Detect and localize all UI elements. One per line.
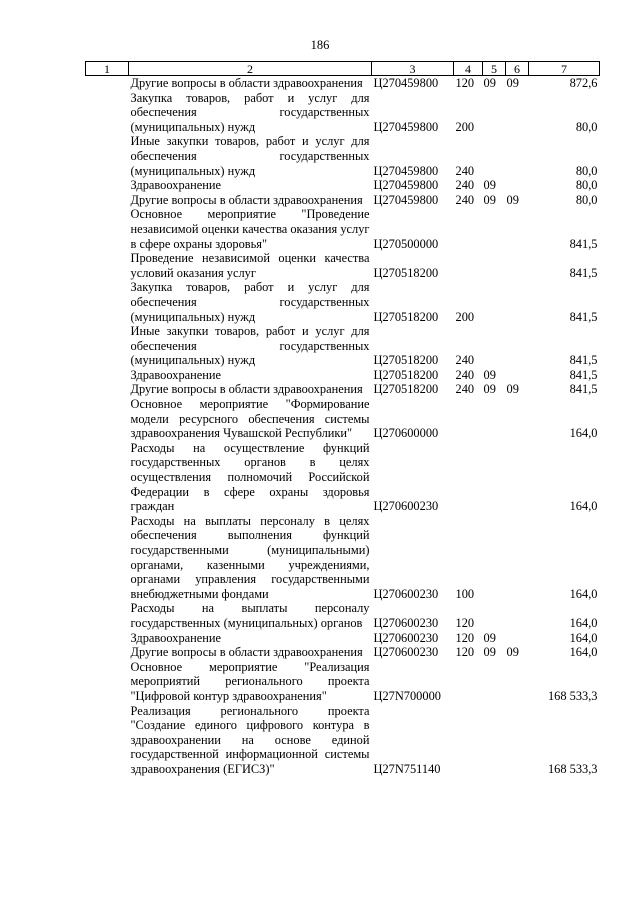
table-row	[86, 193, 600, 208]
page-number: 186	[310, 38, 330, 52]
row-vr-cell	[454, 441, 483, 514]
row-sum-cell: 841,5	[569, 382, 598, 397]
row-name-cell: Проведение независимой оценки качества условий оказания услуг	[130, 251, 370, 280]
column-header-7: 7	[529, 62, 600, 76]
row-name-cell: Расходы на осуществление функций государственных органов в целях осуществления полномочий Российской Федерации в сфере охраны здоровья граждан	[130, 440, 370, 514]
table-row	[86, 514, 600, 602]
row-rz-cell	[483, 324, 506, 368]
row-vr-cell: 120	[455, 615, 475, 630]
row-pr-cell	[506, 441, 529, 514]
row-rz-cell	[483, 397, 506, 441]
row-sum-cell: 164,0	[569, 630, 598, 645]
row-pr-cell: 09	[506, 382, 519, 397]
row-name-cell: Иные закупки товаров, работ и услуг для обеспечения государственных (муниципальных) нужд	[130, 134, 370, 178]
row-rz-cell	[483, 91, 506, 135]
row-name-cell: Расходы на выплаты персоналу государственных (муниципальных) органов	[130, 601, 370, 630]
row-name-cell: Здравоохранение	[130, 630, 222, 645]
row-code-cell: Ц27N751140	[373, 761, 441, 776]
row-rz-cell	[483, 251, 506, 280]
row-name-cell: Реализация регионального проекта "Создание единого цифрового контура в здравоохранении на основе единой государственной информационной системы здравоохранения (ЕГИСЗ)"	[130, 703, 370, 776]
row-pr-cell	[506, 178, 529, 193]
row-number-cell	[86, 134, 129, 178]
row-code-cell: Ц270459800	[373, 178, 439, 193]
row-rz-cell	[483, 441, 506, 514]
row-pr-cell: 09	[506, 645, 519, 660]
row-vr-cell	[454, 397, 483, 441]
table-row	[86, 631, 600, 646]
table-row	[86, 280, 600, 324]
row-code-cell: Ц270600000	[373, 426, 439, 441]
row-rz-cell: 09	[483, 367, 496, 382]
row-code-cell: Ц270500000	[373, 236, 439, 251]
row-pr-cell: 09	[506, 76, 519, 90]
row-code-cell: Ц270600230	[373, 645, 439, 660]
row-code-cell: Ц270518200	[373, 309, 439, 324]
row-vr-cell: 200	[455, 309, 475, 324]
row-code-cell: Ц270518200	[373, 382, 439, 397]
row-code-cell: Ц270459800	[373, 192, 439, 207]
table-row	[86, 251, 600, 280]
column-header-2: 2	[129, 62, 372, 76]
row-pr-cell	[506, 324, 529, 368]
column-header-1: 1	[86, 62, 129, 76]
row-number-cell	[86, 397, 129, 441]
row-sum-cell: 164,0	[569, 615, 598, 630]
row-number-cell	[86, 251, 129, 280]
row-name-cell: Здравоохранение	[130, 367, 222, 382]
row-sum-cell: 872,6	[569, 76, 598, 90]
row-code-cell: Ц270600230	[373, 630, 439, 645]
row-pr-cell: 09	[506, 192, 519, 207]
row-number-cell	[86, 514, 129, 602]
row-pr-cell	[506, 704, 529, 777]
row-rz-cell: 09	[483, 382, 496, 397]
table-row	[86, 601, 600, 630]
row-code-cell: Ц270600230	[373, 615, 439, 630]
row-number-cell	[86, 368, 129, 383]
row-vr-cell: 240	[455, 367, 475, 382]
row-name-cell: Здравоохранение	[130, 178, 222, 193]
row-pr-cell	[506, 91, 529, 135]
row-name-cell: Другие вопросы в области здравоохранения	[130, 382, 363, 397]
row-vr-cell: 120	[455, 645, 475, 660]
row-number-cell	[86, 704, 129, 777]
row-vr-cell: 100	[455, 586, 475, 601]
table-row	[86, 397, 600, 441]
table-row	[86, 91, 600, 135]
row-code-cell: Ц270518200	[373, 353, 439, 368]
row-code-cell: Ц270600230	[373, 586, 439, 601]
row-pr-cell	[506, 251, 529, 280]
table-row	[86, 324, 600, 368]
row-name-cell: Закупка товаров, работ и услуг для обеспечения государственных (муниципальных) нужд	[130, 90, 370, 134]
table-body	[86, 76, 600, 777]
column-header-4: 4	[454, 62, 483, 76]
row-number-cell	[86, 601, 129, 630]
row-name-cell: Другие вопросы в области здравоохранения	[130, 76, 363, 90]
row-code-cell: Ц270459800	[373, 163, 439, 178]
row-vr-cell: 200	[455, 119, 475, 134]
row-vr-cell: 240	[455, 192, 475, 207]
table-row	[86, 76, 600, 91]
row-name-cell: Основное мероприятие "Реализация мероприятий регионального проекта "Цифровой контур здравоохранения"	[130, 659, 370, 703]
row-name-cell: Другие вопросы в области здравоохранения	[130, 192, 363, 207]
row-rz-cell	[483, 704, 506, 777]
row-rz-cell	[483, 280, 506, 324]
row-pr-cell	[506, 368, 529, 383]
table-row	[86, 660, 600, 704]
row-sum-cell: 80,0	[575, 192, 598, 207]
row-rz-cell: 09	[483, 645, 496, 660]
row-sum-cell: 841,5	[569, 309, 598, 324]
column-header-5: 5	[483, 62, 506, 76]
row-sum-cell: 168 533,3	[547, 688, 598, 703]
row-vr-cell	[454, 207, 483, 251]
row-sum-cell: 841,5	[569, 353, 598, 368]
row-name-cell: Основное мероприятие "Формирование модели ресурсного обеспечения системы здравоохранения Чувашской Республики"	[130, 397, 370, 441]
column-header-6: 6	[506, 62, 529, 76]
row-name-cell: Расходы на выплаты персоналу в целях обеспечения выполнения функций государственными (муниципальными) органами, казенными учреждениями, органами управления государственными внебюджетными фондами	[130, 513, 370, 601]
row-rz-cell	[483, 601, 506, 630]
row-number-cell	[86, 382, 129, 397]
row-vr-cell: 240	[455, 163, 475, 178]
table-row	[86, 134, 600, 178]
row-code-cell: Ц270518200	[373, 367, 439, 382]
row-sum-cell: 164,0	[569, 499, 598, 514]
row-sum-cell: 80,0	[575, 178, 598, 193]
row-vr-cell: 120	[455, 76, 475, 90]
row-sum-cell: 164,0	[569, 586, 598, 601]
table-row	[86, 441, 600, 514]
row-rz-cell: 09	[483, 76, 496, 90]
row-vr-cell	[454, 660, 483, 704]
row-code-cell: Ц27N700000	[373, 688, 441, 703]
row-number-cell	[86, 631, 129, 646]
row-name-cell: Иные закупки товаров, работ и услуг для обеспечения государственных (муниципальных) нужд	[130, 324, 370, 368]
row-number-cell	[86, 660, 129, 704]
row-sum-cell: 164,0	[569, 645, 598, 660]
row-pr-cell	[506, 660, 529, 704]
row-number-cell	[86, 207, 129, 251]
row-sum-cell: 168 533,3	[547, 761, 598, 776]
row-code-cell: Ц270600230	[373, 499, 439, 514]
row-sum-cell: 841,5	[569, 265, 598, 280]
row-vr-cell: 240	[455, 178, 475, 193]
row-rz-cell: 09	[483, 192, 496, 207]
row-pr-cell	[506, 601, 529, 630]
row-sum-cell: 164,0	[569, 426, 598, 441]
row-code-cell: Ц270459800	[373, 76, 439, 90]
row-rz-cell	[483, 134, 506, 178]
row-vr-cell: 240	[455, 382, 475, 397]
row-number-cell	[86, 193, 129, 208]
row-pr-cell	[506, 207, 529, 251]
row-vr-cell: 240	[455, 353, 475, 368]
row-name-cell: Закупка товаров, работ и услуг для обеспечения государственных (муниципальных) нужд	[130, 280, 370, 324]
row-vr-cell: 120	[455, 630, 475, 645]
row-number-cell	[86, 280, 129, 324]
row-pr-cell	[506, 134, 529, 178]
table-row	[86, 178, 600, 193]
row-pr-cell	[506, 397, 529, 441]
row-code-cell: Ц270518200	[373, 265, 439, 280]
column-header-3: 3	[372, 62, 454, 76]
row-number-cell	[86, 76, 129, 91]
row-sum-cell: 80,0	[575, 163, 598, 178]
row-pr-cell	[506, 280, 529, 324]
row-number-cell	[86, 645, 129, 660]
row-rz-cell: 09	[483, 630, 496, 645]
row-number-cell	[86, 91, 129, 135]
row-pr-cell	[506, 514, 529, 602]
table-header	[86, 62, 600, 76]
row-rz-cell	[483, 207, 506, 251]
table-row	[86, 645, 600, 660]
row-vr-cell	[454, 251, 483, 280]
row-code-cell: Ц270459800	[373, 119, 439, 134]
row-pr-cell	[506, 631, 529, 646]
table-row	[86, 382, 600, 397]
table-row	[86, 207, 600, 251]
row-rz-cell: 09	[483, 178, 496, 193]
row-sum-cell: 80,0	[575, 119, 598, 134]
row-number-cell	[86, 178, 129, 193]
row-sum-cell: 841,5	[569, 236, 598, 251]
row-number-cell	[86, 441, 129, 514]
table-row	[86, 704, 600, 777]
row-name-cell: Другие вопросы в области здравоохранения	[130, 645, 363, 660]
row-rz-cell	[483, 660, 506, 704]
budget-table	[85, 61, 600, 777]
row-sum-cell: 841,5	[569, 367, 598, 382]
row-number-cell	[86, 324, 129, 368]
table-row	[86, 368, 600, 383]
row-vr-cell	[454, 704, 483, 777]
row-name-cell: Основное мероприятие "Проведение независимой оценки качества оказания услуг в сфере охраны здоровья"	[130, 207, 370, 251]
row-rz-cell	[483, 514, 506, 602]
